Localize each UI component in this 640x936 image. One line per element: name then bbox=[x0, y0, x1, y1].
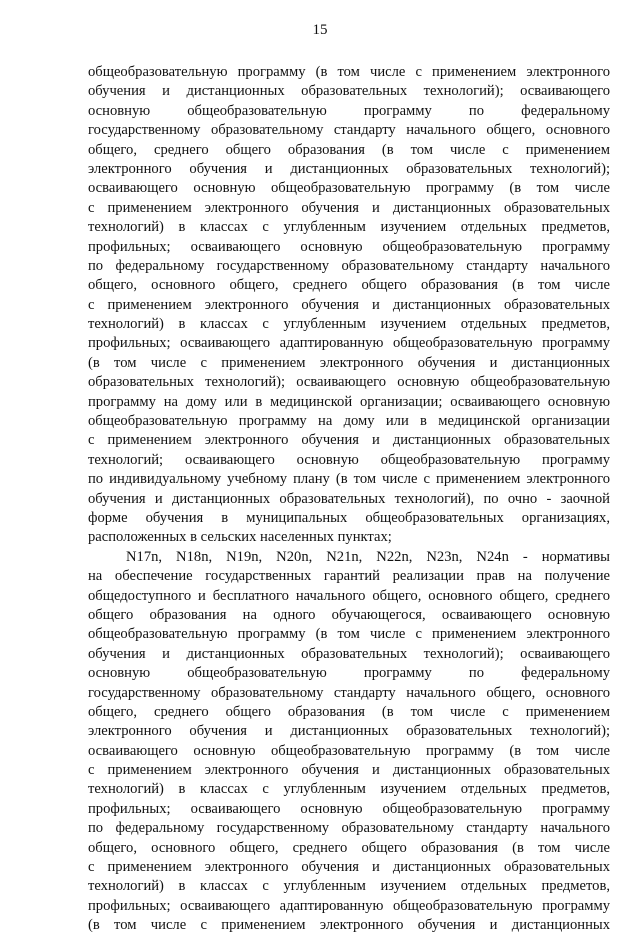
text-line: общедоступного и бесплатного начального общего, основного общего, среднего bbox=[88, 587, 610, 604]
text-line: государственному образовательному стандарту начального общего, основного bbox=[88, 684, 610, 701]
text-line: технологий; осваивающего основную общеобразовательную программу bbox=[88, 451, 610, 468]
text-line: по федеральному государственному образовательному стандарту начального bbox=[88, 820, 610, 837]
text-line: основную общеобразовательную программу по федеральному bbox=[88, 102, 610, 119]
text-line: общего, среднего общего образования (в том числе с применением bbox=[88, 141, 610, 158]
text-line: профильных; осваивающего адаптированную общеобразовательную программу bbox=[88, 335, 610, 352]
document-body bbox=[88, 63, 610, 936]
text-line: (в том числе с применением электронного обучения и дистанционных bbox=[88, 354, 610, 371]
text-line: общеобразовательную программу на дому или в медицинской организации bbox=[88, 413, 610, 430]
text-line: технологий) в классах с углубленным изучением отдельных предметов, bbox=[88, 781, 610, 798]
text-line: с применением электронного обучения и дистанционных образовательных bbox=[88, 296, 610, 313]
text-line: с применением электронного обучения и дистанционных образовательных bbox=[88, 859, 610, 876]
text-line: образовательных технологий); осваивающего основную общеобразовательную bbox=[88, 374, 610, 391]
text-line: осваивающего основную общеобразовательную программу (в том числе bbox=[88, 180, 610, 197]
text-line: с применением электронного обучения и дистанционных образовательных bbox=[88, 762, 610, 779]
text-line: расположенных в сельских населенных пунктах; bbox=[88, 529, 392, 546]
text-line: профильных; осваивающего адаптированную общеобразовательную программу bbox=[88, 897, 610, 914]
text-line: по федеральному государственному образовательному стандарту начального bbox=[88, 257, 610, 274]
text-line: с применением электронного обучения и дистанционных образовательных bbox=[88, 199, 610, 216]
text-line: основную общеобразовательную программу по федеральному bbox=[88, 665, 610, 682]
paragraph bbox=[88, 63, 610, 548]
text-line: технологий) в классах с углубленным изучением отдельных предметов, bbox=[88, 219, 610, 236]
text-line: общего, среднего общего образования (в том числе с применением bbox=[88, 703, 610, 720]
text-line: профильных; осваивающего основную общеобразовательную программу bbox=[88, 238, 610, 255]
text-line: общего образования на одного обучающегося, осваивающего основную bbox=[88, 606, 610, 623]
text-line: технологий) в классах с углубленным изучением отдельных предметов, bbox=[88, 316, 610, 333]
text-line: осваивающего основную общеобразовательную программу (в том числе bbox=[88, 742, 610, 759]
text-line: обучения и дистанционных образовательных технологий); осваивающего bbox=[88, 83, 610, 100]
text-line: обучения и дистанционных образовательных технологий); осваивающего bbox=[88, 645, 610, 662]
text-line: общеобразовательную программу (в том числе с применением электронного bbox=[88, 626, 610, 643]
text-line: форме обучения в муниципальных общеобразовательных организациях, bbox=[88, 509, 610, 526]
text-line: электронного обучения и дистанционных образовательных технологий); bbox=[88, 160, 610, 177]
text-line: профильных; осваивающего основную общеобразовательную программу bbox=[88, 800, 610, 817]
text-line: с применением электронного обучения и дистанционных образовательных bbox=[88, 432, 610, 449]
page-number: 15 bbox=[312, 22, 328, 38]
text-line: программу на дому или в медицинской организации; осваивающего основную bbox=[88, 393, 610, 410]
text-line: (в том числе с применением электронного обучения и дистанционных bbox=[88, 917, 610, 934]
text-line: общеобразовательную программу (в том числе с применением электронного bbox=[88, 64, 610, 80]
text-line: на обеспечение государственных гарантий реализации прав на получение bbox=[88, 568, 610, 585]
text-line: электронного обучения и дистанционных образовательных технологий); bbox=[88, 723, 610, 740]
text-line: обучения и дистанционных образовательных технологий), по очно - заочной bbox=[88, 490, 610, 507]
text-line: N17n, N18n, N19n, N20n, N21n, N22n, N23n, N24n - нормативы bbox=[126, 548, 610, 565]
text-line: технологий) в классах с углубленным изучением отдельных предметов, bbox=[88, 878, 610, 895]
text-line: общего, основного общего, среднего общего образования (в том числе bbox=[88, 839, 610, 856]
text-line: по индивидуальному учебному плану (в том числе с применением электронного bbox=[88, 471, 610, 488]
paragraph bbox=[88, 548, 610, 936]
text-line: общего, основного общего, среднего общего образования (в том числе bbox=[88, 277, 610, 294]
text-line: государственному образовательному стандарту начального общего, основного bbox=[88, 122, 610, 139]
